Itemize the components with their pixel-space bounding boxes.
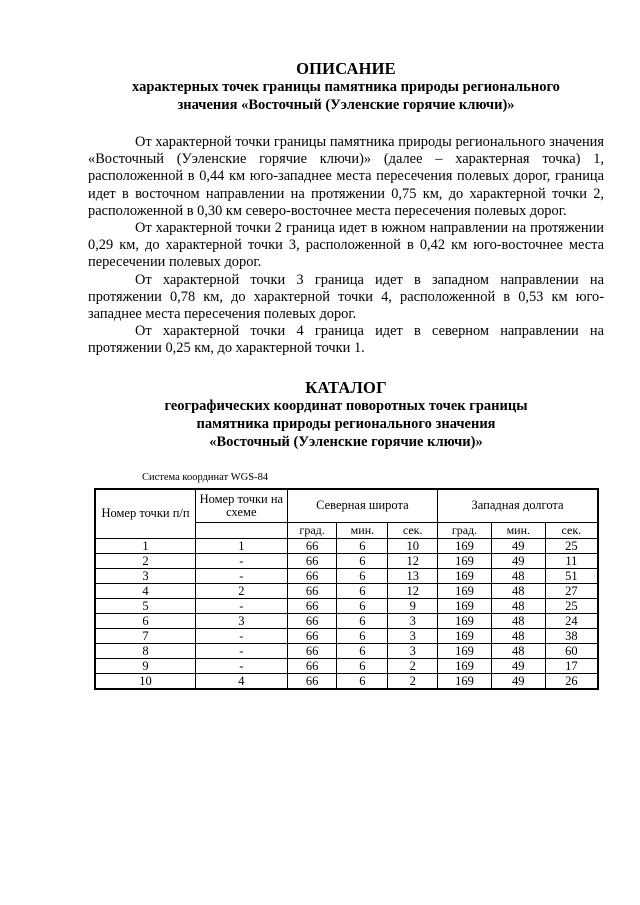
header-point-no: Номер точки п/п [95, 489, 196, 539]
cell-point-no: 6 [95, 613, 196, 628]
description-heading [88, 60, 604, 114]
cell-scheme-no: - [196, 553, 288, 568]
catalog-subtitle-line1: географических координат поворотных точек границы [164, 397, 528, 414]
cell-scheme-no: - [196, 598, 288, 613]
header-lat-deg: град. [287, 522, 337, 538]
catalog-title: КАТАЛОГ [305, 377, 387, 397]
cell-point-no: 7 [95, 628, 196, 643]
header-scheme-blank [196, 522, 288, 538]
table-row [95, 568, 598, 583]
table-body [95, 538, 598, 689]
header-scheme-no: Номер точки на схеме [196, 489, 288, 523]
cell-lat-deg: 66 [287, 568, 337, 583]
cell-lat-deg: 66 [287, 658, 337, 673]
cell-lat-deg: 66 [287, 673, 337, 689]
cell-lon-min: 48 [491, 613, 545, 628]
table-row [95, 538, 598, 553]
cell-lon-sec: 26 [545, 673, 598, 689]
header-lon-sec: сек. [545, 522, 598, 538]
paragraph: От характерной точки 2 граница идет в южном направлении на протяжении 0,29 км, до характерной точки 3, расположенной в 0,42 км юго-восточнее места пересечении полевых дорог. [88, 220, 604, 271]
cell-lat-min: 6 [337, 568, 388, 583]
cell-lon-deg: 169 [438, 583, 492, 598]
cell-lat-deg: 66 [287, 538, 337, 553]
cell-lat-min: 6 [337, 583, 388, 598]
cell-lat-deg: 66 [287, 553, 337, 568]
description-body [88, 134, 604, 358]
header-west-longitude: Западная долгота [438, 489, 598, 523]
cell-lon-min: 48 [491, 643, 545, 658]
cell-scheme-no: 1 [196, 538, 288, 553]
cell-lat-sec: 2 [388, 658, 438, 673]
cell-lat-sec: 3 [388, 613, 438, 628]
header-lat-min: мин. [337, 522, 388, 538]
cell-lat-min: 6 [337, 598, 388, 613]
cell-lat-min: 6 [337, 643, 388, 658]
cell-lat-min: 6 [337, 628, 388, 643]
coordinate-system-label: Система координат WGS-84 [142, 471, 269, 483]
description-title: ОПИСАНИЕ [296, 59, 396, 78]
cell-point-no: 4 [95, 583, 196, 598]
cell-lat-deg: 66 [287, 643, 337, 658]
table-header-row [95, 489, 598, 523]
cell-lat-deg: 66 [287, 628, 337, 643]
cell-scheme-no: 2 [196, 583, 288, 598]
paragraph: От характерной точки 4 граница идет в северном направлении на протяжении 0,25 км, до характерной точки 1. [88, 323, 604, 357]
cell-lon-sec: 27 [545, 583, 598, 598]
cell-scheme-no: 3 [196, 613, 288, 628]
paragraph: От характерной точки границы памятника природы регионального значения «Восточный (Уэленские горячие ключи)» (далее – характерная точка) 1, расположенной в 0,44 км юго-западнее места пересечения полевых дорог, граница идет в восточном направлении на протяжении 0,75 км, до характерной точки 2, расположенной в 0,30 км северо-восточнее места пересечения полевых дорог. [88, 134, 604, 219]
table-row [95, 673, 598, 689]
cell-lon-min: 48 [491, 568, 545, 583]
cell-lat-deg: 66 [287, 598, 337, 613]
cell-lon-min: 48 [491, 628, 545, 643]
cell-lat-min: 6 [337, 673, 388, 689]
cell-lon-sec: 51 [545, 568, 598, 583]
table-row [95, 553, 598, 568]
cell-point-no: 9 [95, 658, 196, 673]
cell-lat-sec: 12 [388, 583, 438, 598]
cell-lat-deg: 66 [287, 613, 337, 628]
cell-lat-sec: 12 [388, 553, 438, 568]
cell-lon-min: 49 [491, 538, 545, 553]
cell-lon-sec: 17 [545, 658, 598, 673]
cell-lon-sec: 11 [545, 553, 598, 568]
cell-scheme-no: - [196, 658, 288, 673]
cell-lon-deg: 169 [438, 643, 492, 658]
table-row [95, 583, 598, 598]
cell-scheme-no: - [196, 643, 288, 658]
cell-lon-deg: 169 [438, 598, 492, 613]
cell-lat-min: 6 [337, 613, 388, 628]
header-lon-min: мин. [491, 522, 545, 538]
cell-lat-min: 6 [337, 553, 388, 568]
cell-lat-min: 6 [337, 658, 388, 673]
cell-lon-sec: 25 [545, 538, 598, 553]
table-row [95, 658, 598, 673]
table-row [95, 628, 598, 643]
cell-lat-sec: 3 [388, 643, 438, 658]
cell-lon-sec: 25 [545, 598, 598, 613]
cell-lon-deg: 169 [438, 553, 492, 568]
table-row [95, 598, 598, 613]
cell-lon-sec: 60 [545, 643, 598, 658]
cell-lon-min: 49 [491, 673, 545, 689]
catalog-subtitle-line2: памятника природы регионального значения [196, 415, 496, 432]
cell-lat-sec: 2 [388, 673, 438, 689]
cell-lon-sec: 24 [545, 613, 598, 628]
cell-lon-deg: 169 [438, 568, 492, 583]
coordinates-table [94, 488, 599, 690]
cell-lat-min: 6 [337, 538, 388, 553]
header-lat-sec: сек. [388, 522, 438, 538]
cell-lat-sec: 13 [388, 568, 438, 583]
cell-lon-deg: 169 [438, 538, 492, 553]
cell-scheme-no: - [196, 568, 288, 583]
cell-point-no: 10 [95, 673, 196, 689]
cell-lon-deg: 169 [438, 613, 492, 628]
cell-lon-deg: 169 [438, 673, 492, 689]
header-lon-deg: град. [438, 522, 492, 538]
cell-scheme-no: - [196, 628, 288, 643]
cell-lat-deg: 66 [287, 583, 337, 598]
description-subtitle-line1: характерных точек границы памятника природы регионального [132, 79, 560, 95]
cell-lon-deg: 169 [438, 628, 492, 643]
cell-lon-sec: 38 [545, 628, 598, 643]
cell-lat-sec: 10 [388, 538, 438, 553]
cell-lon-deg: 169 [438, 658, 492, 673]
cell-lat-sec: 9 [388, 598, 438, 613]
header-north-latitude: Северная широта [287, 489, 437, 523]
cell-scheme-no: 4 [196, 673, 288, 689]
cell-lon-min: 49 [491, 553, 545, 568]
cell-point-no: 5 [95, 598, 196, 613]
catalog-subtitle-line3: «Восточный (Уэленские горячие ключи)» [209, 433, 483, 450]
cell-point-no: 1 [95, 538, 196, 553]
cell-point-no: 2 [95, 553, 196, 568]
cell-lon-min: 48 [491, 583, 545, 598]
cell-lon-min: 48 [491, 598, 545, 613]
cell-lat-sec: 3 [388, 628, 438, 643]
cell-point-no: 8 [95, 643, 196, 658]
cell-point-no: 3 [95, 568, 196, 583]
description-subtitle-line2: значения «Восточный (Уэленские горячие ключи)» [177, 97, 515, 113]
table-row [95, 643, 598, 658]
paragraph: От характерной точки 3 граница идет в западном направлении на протяжении 0,78 км, до характерной точки 4, расположенной в 0,53 км юго-западнее места пересечения полевых дорог. [88, 271, 604, 323]
catalog-heading [88, 379, 604, 451]
table-row [95, 613, 598, 628]
cell-lon-min: 49 [491, 658, 545, 673]
